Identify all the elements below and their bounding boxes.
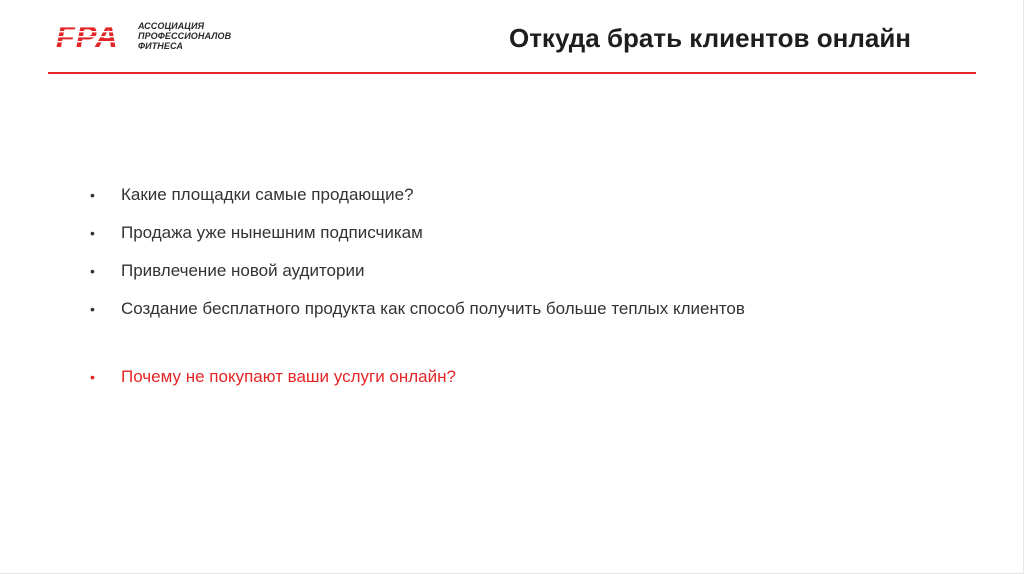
header-divider: [48, 72, 976, 74]
list-item-text: Создание бесплатного продукта как способ получить больше теплых клиентов: [121, 299, 745, 318]
logo-caption-line-1: АССОЦИАЦИЯ: [138, 21, 205, 31]
fpa-logo: [56, 18, 231, 54]
bullet-list: [90, 182, 810, 402]
page-title: Откуда брать клиентов онлайн: [508, 23, 912, 53]
list-item: [90, 220, 810, 246]
bullet-dot: •: [90, 301, 95, 317]
bullet-dot: •: [90, 263, 95, 279]
bullet-dot: •: [90, 369, 95, 385]
list-item: [90, 258, 810, 284]
list-item: [90, 182, 810, 208]
fpa-logo-icon: [56, 20, 130, 52]
bullet-dot: •: [90, 225, 95, 241]
list-item: [90, 296, 810, 322]
list-item-highlighted: [90, 364, 810, 390]
list-item-text: Продажа уже нынешним подписчикам: [121, 223, 423, 242]
list-item-text: Почему не покупают ваши услуги онлайн?: [121, 367, 456, 386]
bullet-dot: •: [90, 187, 95, 203]
logo-caption: [138, 21, 231, 51]
list-item-text: Привлечение новой аудитории: [121, 261, 365, 280]
list-item-text: Какие площадки самые продающие?: [121, 185, 414, 204]
logo-caption-line-3: ФИТНЕСА: [138, 41, 183, 51]
logo-caption-line-2: ПРОФЕССИОНАЛОВ: [138, 31, 232, 41]
